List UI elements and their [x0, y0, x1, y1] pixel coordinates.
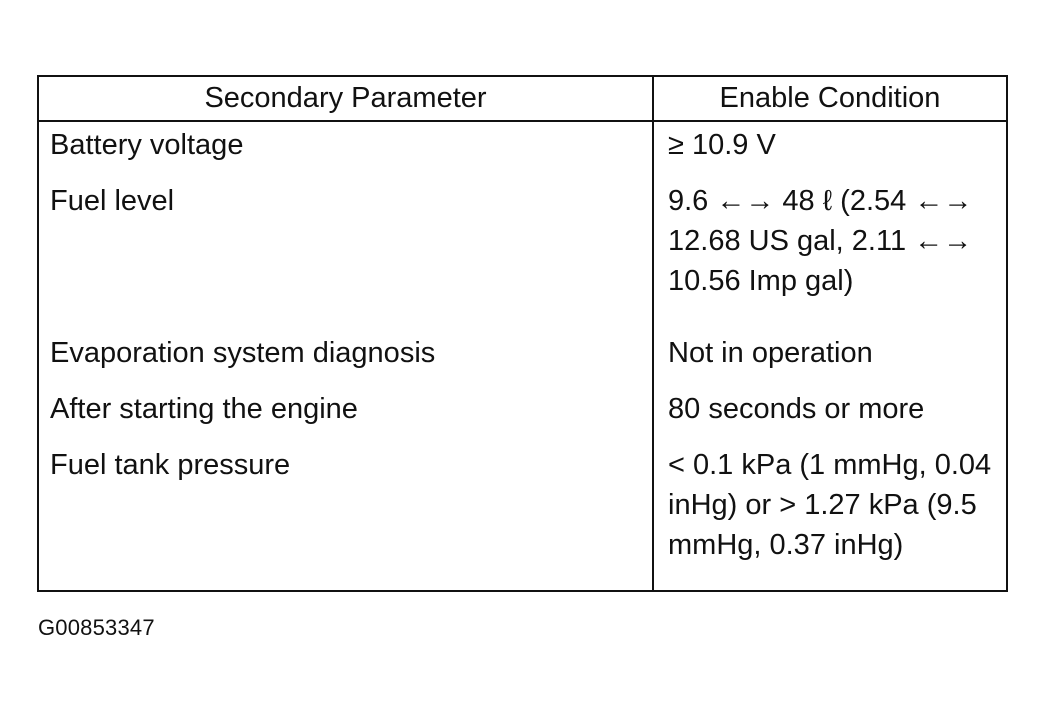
parameter-cell: Fuel level: [39, 174, 653, 326]
table-row: [39, 174, 1006, 326]
condition-cell: ≥ 10.9 V: [668, 129, 776, 161]
figure-id-label: G00853347: [38, 615, 155, 640]
table-row: [39, 438, 1006, 590]
parameter-cell: Evaporation system diagnosis: [39, 326, 653, 382]
parameter-cell: Battery voltage: [39, 121, 653, 174]
condition-cell: Not in operation: [668, 336, 873, 369]
table-row: [39, 326, 1006, 382]
condition-cell: 9.6 ←→ 48 ℓ (2.54 ←→ 12.68 US gal, 2.11 ←→ 10.56 Imp gal): [668, 184, 973, 297]
parameter-cell: After starting the engine: [39, 382, 653, 438]
header-secondary-parameter: Secondary Parameter: [39, 77, 653, 121]
table-header-row: [39, 77, 1006, 121]
condition-cell: < 0.1 kPa (1 mmHg, 0.04 inHg) or > 1.27 kPa (9.5 mmHg, 0.37 inHg): [668, 449, 992, 562]
parameter-cell: Fuel tank pressure: [39, 438, 653, 590]
table-row: [39, 382, 1006, 438]
table-row: [39, 121, 1006, 174]
conditions-table: [39, 77, 1006, 590]
header-enable-condition: Enable Condition: [653, 77, 1006, 121]
condition-cell: 80 seconds or more: [668, 392, 925, 425]
enable-conditions-table: [37, 75, 1008, 592]
